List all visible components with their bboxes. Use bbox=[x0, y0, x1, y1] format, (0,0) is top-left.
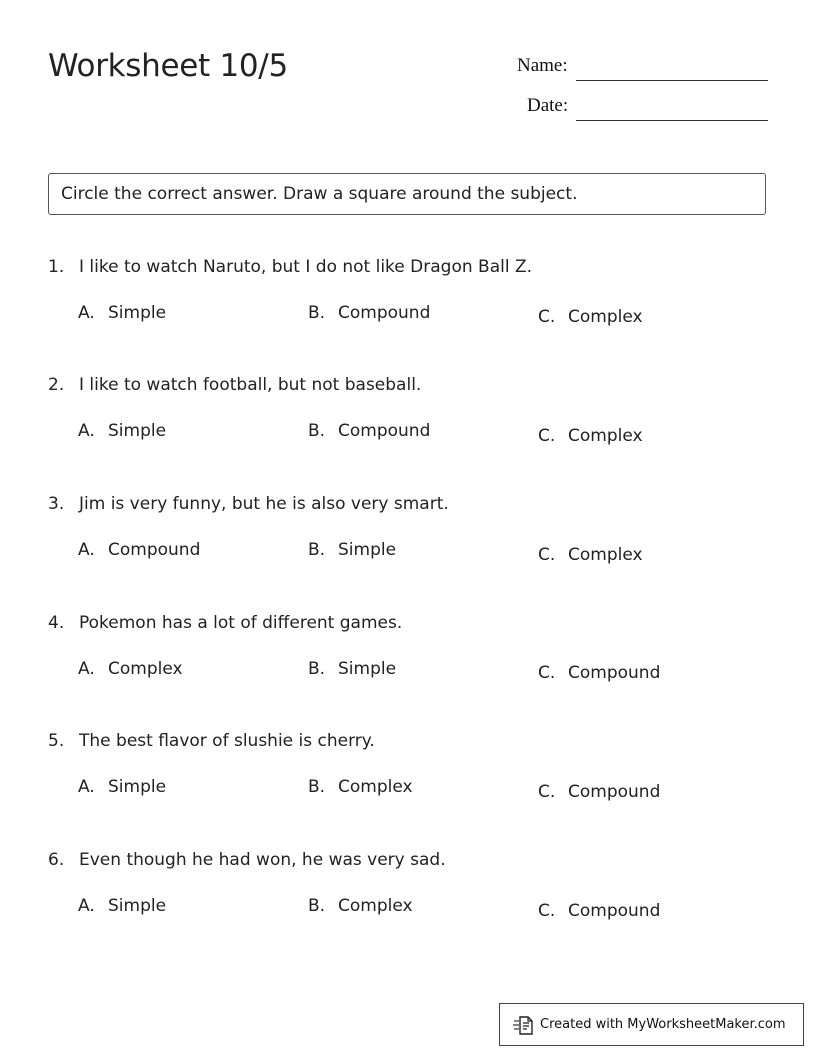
question-number: 2. bbox=[48, 375, 65, 395]
option-letter: A. bbox=[78, 777, 95, 797]
instructions-box: Circle the correct answer. Draw a square around the subject. bbox=[48, 173, 766, 215]
option-label: Compound bbox=[568, 782, 661, 802]
option-letter: C. bbox=[538, 426, 556, 446]
option-letter: B. bbox=[308, 421, 326, 441]
option-letter: C. bbox=[538, 901, 556, 921]
worksheet-title: Worksheet 10/5 bbox=[48, 48, 288, 84]
option-label: Compound bbox=[108, 540, 201, 560]
option-letter: A. bbox=[78, 896, 95, 916]
option-letter: C. bbox=[538, 782, 556, 802]
question-text: The best flavor of slushie is cherry. bbox=[79, 731, 375, 751]
name-label: Name: bbox=[517, 55, 568, 76]
option-b[interactable] bbox=[308, 303, 430, 323]
question-number: 3. bbox=[48, 494, 65, 514]
option-label: Simple bbox=[338, 659, 397, 679]
option-c[interactable] bbox=[538, 663, 660, 683]
created-with-badge[interactable] bbox=[499, 1003, 804, 1046]
option-letter: A. bbox=[78, 540, 95, 560]
option-letter: A. bbox=[78, 421, 95, 441]
badge-text: Created with MyWorksheetMaker.com bbox=[540, 1017, 786, 1032]
option-label: Compound bbox=[568, 663, 661, 683]
option-letter: C. bbox=[538, 663, 556, 683]
question-number: 1. bbox=[48, 257, 65, 277]
option-c[interactable] bbox=[538, 426, 643, 446]
question-text: Even though he had won, he was very sad. bbox=[79, 850, 446, 870]
option-b[interactable] bbox=[308, 421, 430, 441]
question-text: I like to watch Naruto, but I do not like Dragon Ball Z. bbox=[79, 257, 533, 277]
question-text: Pokemon has a lot of different games. bbox=[79, 613, 403, 633]
date-label: Date: bbox=[527, 95, 569, 116]
worksheet-logo-icon bbox=[512, 1014, 534, 1036]
question-text: Jim is very funny, but he is also very smart. bbox=[79, 494, 449, 514]
option-label: Simple bbox=[108, 421, 167, 441]
option-label: Complex bbox=[338, 777, 413, 797]
name-line[interactable] bbox=[576, 80, 768, 81]
option-label: Complex bbox=[568, 426, 643, 446]
option-label: Compound bbox=[338, 421, 431, 441]
option-a[interactable] bbox=[78, 303, 166, 323]
option-c[interactable] bbox=[538, 307, 643, 327]
option-letter: B. bbox=[308, 896, 326, 916]
option-a[interactable] bbox=[78, 659, 183, 679]
option-label: Complex bbox=[568, 307, 643, 327]
option-a[interactable] bbox=[78, 540, 200, 560]
question-number: 6. bbox=[48, 850, 65, 870]
option-label: Compound bbox=[338, 303, 431, 323]
option-a[interactable] bbox=[78, 421, 166, 441]
question-text: I like to watch football, but not baseball. bbox=[79, 375, 422, 395]
option-label: Simple bbox=[338, 540, 397, 560]
option-b[interactable] bbox=[308, 777, 413, 797]
option-letter: A. bbox=[78, 303, 95, 323]
option-c[interactable] bbox=[538, 782, 660, 802]
question-number: 4. bbox=[48, 613, 65, 633]
option-label: Complex bbox=[108, 659, 183, 679]
option-label: Simple bbox=[108, 896, 167, 916]
option-letter: B. bbox=[308, 659, 326, 679]
option-letter: B. bbox=[308, 540, 326, 560]
option-label: Complex bbox=[338, 896, 413, 916]
option-letter: A. bbox=[78, 659, 95, 679]
question-number: 5. bbox=[48, 731, 65, 751]
option-label: Complex bbox=[568, 545, 643, 565]
option-b[interactable] bbox=[308, 540, 396, 560]
option-letter: C. bbox=[538, 545, 556, 565]
option-b[interactable] bbox=[308, 659, 396, 679]
option-label: Compound bbox=[568, 901, 661, 921]
option-b[interactable] bbox=[308, 896, 413, 916]
option-a[interactable] bbox=[78, 777, 166, 797]
option-a[interactable] bbox=[78, 896, 166, 916]
option-label: Simple bbox=[108, 777, 167, 797]
option-letter: C. bbox=[538, 307, 556, 327]
option-label: Simple bbox=[108, 303, 167, 323]
option-letter: B. bbox=[308, 303, 326, 323]
option-c[interactable] bbox=[538, 545, 643, 565]
option-c[interactable] bbox=[538, 901, 660, 921]
option-letter: B. bbox=[308, 777, 326, 797]
date-line[interactable] bbox=[576, 120, 768, 121]
